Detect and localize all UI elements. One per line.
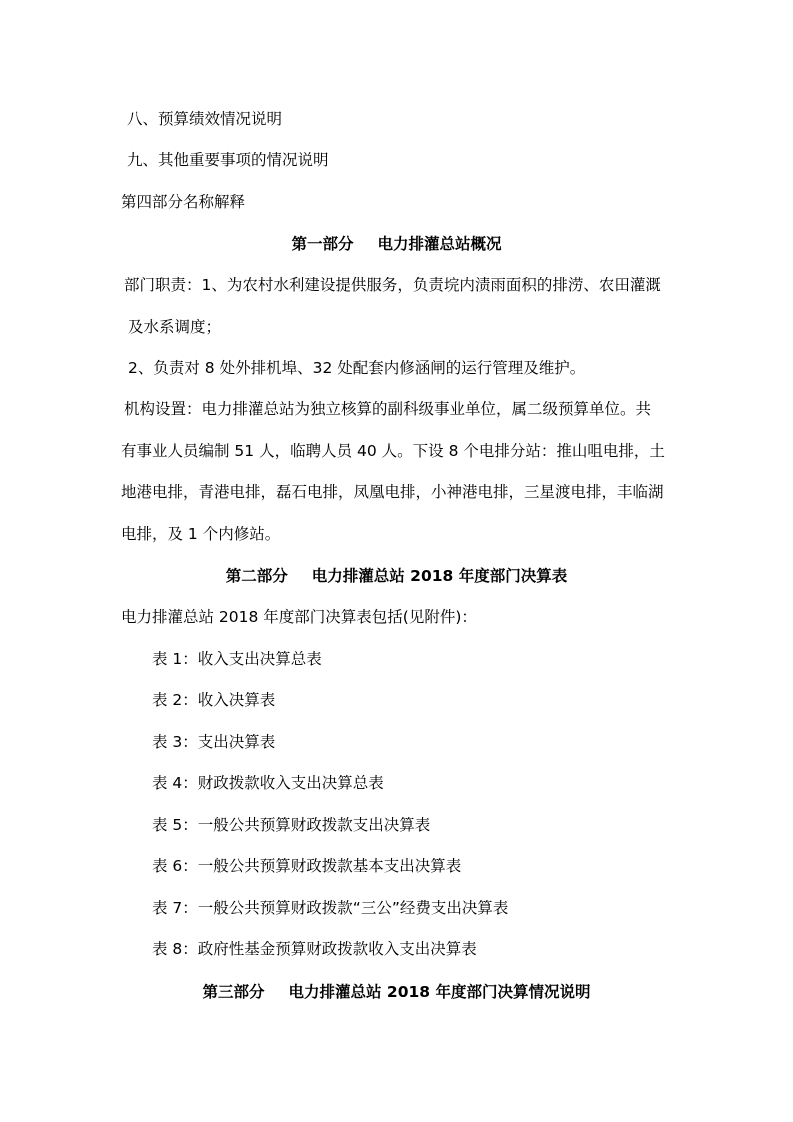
table-list-item: 表 6：一般公共预算财政拨款基本支出决算表 [152, 857, 462, 875]
organization-line-2: 有事业人员编制 51 人，临聘人员 40 人。下设 8 个电排分站：推山咀电排，土 [121, 441, 665, 460]
organization-paragraph [121, 389, 681, 555]
part3-heading-title: 电力排灌总站 2018 年度部门决算情况说明 [288, 983, 591, 1001]
part1-heading-number: 第一部分 [291, 235, 354, 253]
table-list-item: 表 1：收入支出决算总表 [152, 650, 322, 668]
table-list-item: 表 7：一般公共预算财政拨款“三公”经费支出决算表 [152, 899, 509, 917]
table-list-item: 表 3：支出决算表 [152, 733, 276, 751]
organization-line-3: 地港电排，青港电排，磊石电排，凤凰电排，小神港电排，三星渡电排，丰临湖 [121, 483, 664, 501]
tables-intro: 电力排灌总站 2018 年度部门决算表包括(见附件)： [121, 608, 477, 626]
toc-item-9: 九、其他重要事项的情况说明 [127, 151, 329, 169]
table-list-item: 表 2：收入决算表 [152, 691, 276, 709]
part2-heading-number: 第二部分 [225, 567, 288, 585]
table-list-item: 表 4：财政拨款收入支出决算总表 [152, 774, 384, 792]
part3-heading-number: 第三部分 [202, 983, 265, 1001]
part2-heading-title: 电力排灌总站 2018 年度部门决算表 [311, 567, 568, 585]
table-list-item: 表 8：政府性基金预算财政拨款收入支出决算表 [152, 940, 477, 958]
part1-heading [0, 233, 793, 255]
toc-part-4: 第四部分名称解释 [121, 193, 246, 211]
part1-heading-title: 电力排灌总站概况 [377, 235, 502, 253]
duty-item-2: 2、负责对 8 处外排机埠、32 处配套内修涵闸的运行管理及维护。 [128, 359, 586, 377]
part2-heading [0, 565, 793, 587]
duty-paragraph-line-2: 及水系调度； [128, 318, 222, 336]
duty-paragraph-line-1: 部门职责：1、为农村水利建设提供服务，负责垸内渍雨面积的排涝、农田灌溉 [124, 276, 661, 294]
part3-heading [0, 981, 793, 1003]
table-list-item: 表 5：一般公共预算财政拨款支出决算表 [152, 816, 431, 834]
organization-line-1: 机构设置：电力排灌总站为独立核算的副科级事业单位，属二级预算单位。共 [124, 400, 652, 418]
toc-item-8: 八、预算绩效情况说明 [127, 110, 283, 128]
organization-line-4: 电排，及 1 个内修站。 [121, 524, 281, 543]
